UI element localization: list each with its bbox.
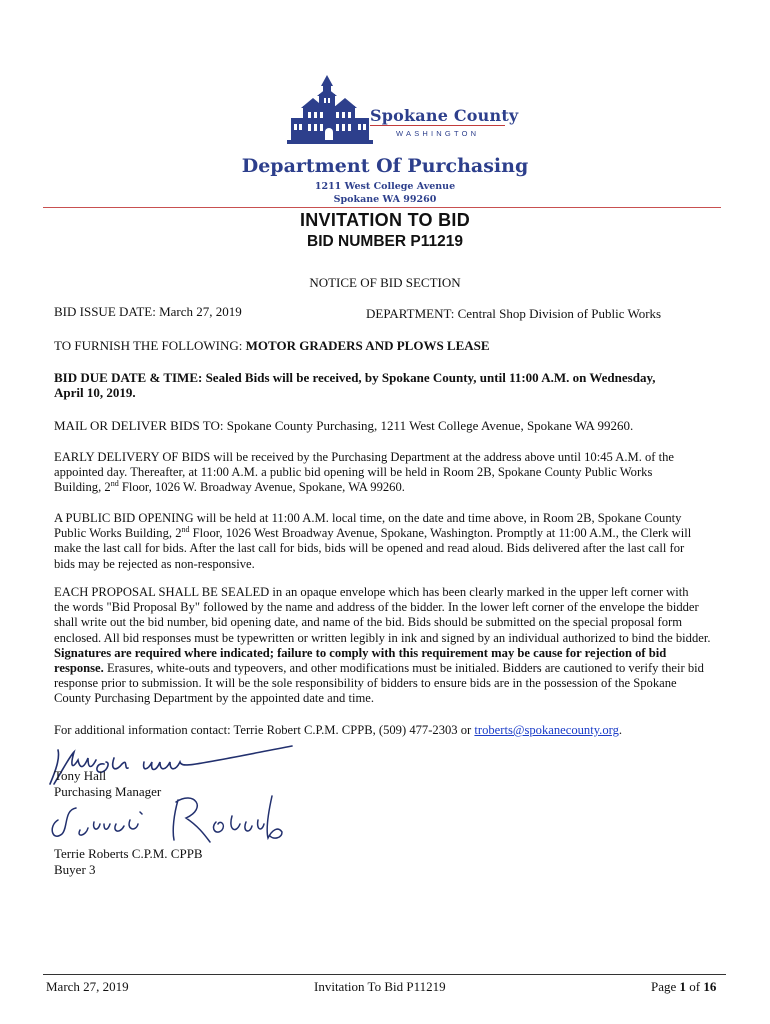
contact-line: For additional information contact: Terrie Robert C.P.M. CPPB, (509) 477-2303 or troberts@spokanecounty.org. [54, 723, 623, 737]
mail-instructions: MAIL OR DELIVER BIDS TO: Spokane County Purchasing, 1211 West College Avenue, Spokane WA 99260. [54, 418, 634, 433]
footer-document-name: Invitation To Bid P11219 [314, 979, 446, 994]
signer1-name: Tony Hall [54, 768, 107, 783]
terrie-roberts-signature [46, 790, 296, 852]
bid-number: BID NUMBER P11219 [307, 233, 463, 250]
address-street: 1211 West College Avenue [314, 181, 456, 192]
footer-page-number: Page 1 of 16 [651, 979, 717, 994]
signer2-name: Terrie Roberts C.P.M. CPPB [54, 846, 203, 861]
contact-email-link[interactable]: troberts@spokanecounty.org [474, 723, 619, 737]
footer-divider [43, 974, 726, 975]
furnish-line: TO FURNISH THE FOLLOWING: MOTOR GRADERS AND PLOWS LEASE [54, 338, 490, 353]
department-field: DEPARTMENT: Central Shop Division of Public Works [366, 306, 662, 321]
state-name: WASHINGTON [396, 129, 480, 138]
footer-date: March 27, 2019 [46, 979, 129, 994]
sealed-proposal-paragraph: EACH PROPOSAL SHALL BE SEALED in an opaque envelope which has been clearly marked in the upper left corner with the words "Bid Proposal By" followed by the name and address of the bidder. In the lower left corner of the envelope the bidder shall write out the bid number, bid opening date, and name of the bid. Bids should be submitted on the special proposal form enclosed. All bid responses must be typewritten or written legibly in ink and signed by an individual authorized to bind the bidder. Signatures are required where indicated; failure to comply with this requirement may be cause for rejection of bid response. Erasures, white-outs and typeovers, and other modifications must be initialed. Bidders are cautioned to verify their bid response prior to submission. It will be the sole responsibility of bidders to ensure bids are in the possession of the Spokane County Purchasing Department by the appointed date and time. [54, 585, 711, 706]
notice-heading: NOTICE OF BID SECTION [309, 275, 461, 290]
bid-opening-paragraph: A PUBLIC BID OPENING will be held at 11:00 A.M. local time, on the date and time above, in Room 2B, Spokane County Public Works Building, 2nd Floor, 1026 West Broadway Avenue, Spokane, Washington. Promptly at 11:00 A.M., the Clerk will make the last call for bids. After the last call for bids, bids will be opened and read aloud. Bids delivered after the last call for bids may be rejected as non-responsive. [54, 511, 692, 571]
due-date-line1: BID DUE DATE & TIME: Sealed Bids will be received, by Spokane County, until 11:00 A.M. on Wednesday, [54, 370, 656, 385]
issue-date: BID ISSUE DATE: March 27, 2019 [54, 304, 242, 319]
county-name: Spokane County [370, 106, 519, 125]
due-date-line2: April 10, 2019. [54, 385, 136, 400]
document-title: INVITATION TO BID [299, 210, 471, 230]
signer2-title: Buyer 3 [54, 862, 96, 877]
signer1-title: Purchasing Manager [54, 784, 162, 799]
address-city: Spokane WA 99260 [333, 194, 437, 205]
spokane-county-courthouse-logo [283, 74, 378, 156]
header-divider [43, 207, 721, 208]
early-delivery-paragraph: EARLY DELIVERY OF BIDS will be received by the Purchasing Department at the address above until 10:45 A.M. of the appointed day. Thereafter, at 11:00 A.M. a public bid opening will be held in Room 2B, Spokane County Public Works Building, 2nd Floor, 1026 W. Broadway Avenue, Spokane, WA 99260. [54, 450, 675, 495]
department-title: Department Of Purchasing [241, 155, 529, 177]
logo-divider [370, 125, 505, 126]
